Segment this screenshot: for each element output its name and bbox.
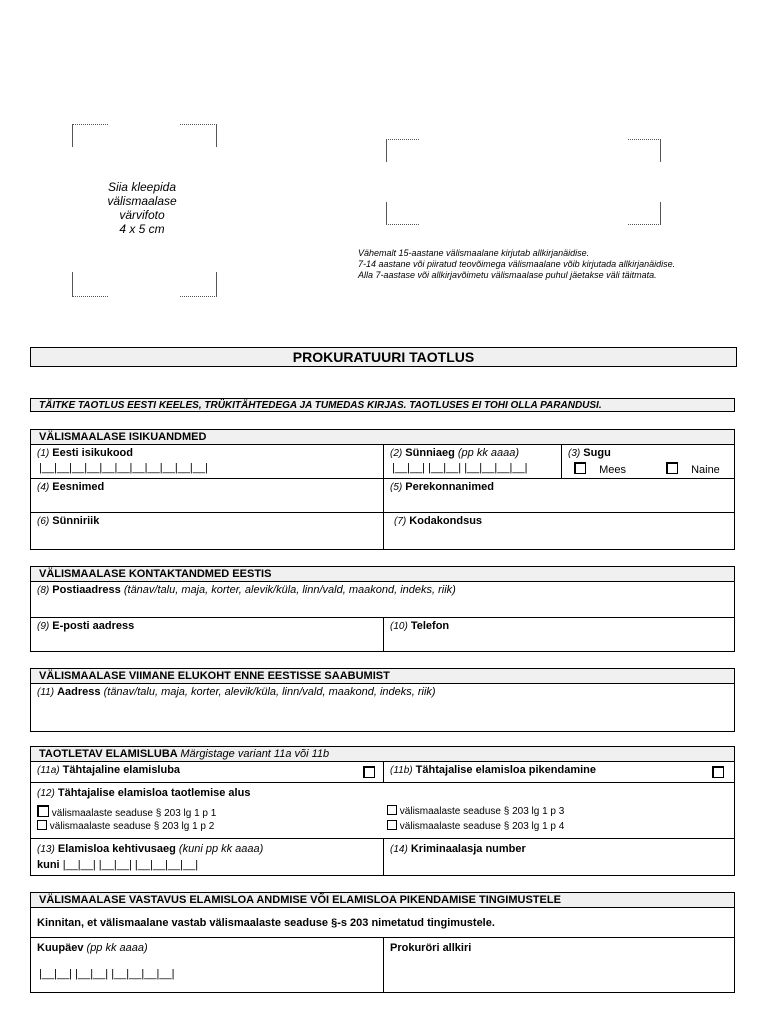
photo-corner-top-right [180,124,217,147]
field-number: (12) [37,788,55,799]
section-header: VÄLISMAALASE VIIMANE ELUKOHT ENNE EESTISSE SAABUMIST [31,669,734,684]
last-address-field[interactable] [31,684,734,731]
gender-male-option[interactable] [574,462,626,476]
photo-line: värvifoto [119,208,165,222]
field-number: (13) [37,844,55,855]
basis-option-1[interactable] [37,805,216,819]
gender-field [561,445,734,478]
photo-corner-bottom-right [180,272,217,297]
basis-option-label: välismaalaste seaduse § 203 lg 1 p 3 [399,806,565,817]
row-permit-basis [31,783,734,839]
compliance-date-boxes: |__|__| |__|__| |__|__|__|__| [39,968,175,980]
field-number: (7) [394,516,407,527]
section-header: VÄLISMAALASE VASTAVUS ELAMISLOA ANDMISE VÕI ELAMISLOA PIKENDAMISE TINGIMUSTELE [31,893,734,908]
field-label: Tähtajaline elamisluba [62,764,181,776]
female-label: Naine [691,464,720,476]
signature-corner-bottom-right [628,202,661,225]
field-hint: (tänav/talu, maja, korter, alevik/küla, linn/vald, maakond, indeks, riik) [123,584,456,596]
criminal-case-field[interactable] [383,839,734,875]
compliance-statement: Kinnitan, et välismaalane vastab välismaalaste seaduse §-s 203 nimetatud tingimustele. [37,917,495,929]
birth-date-boxes: |__|__| |__|__| |__|__|__|__| [392,462,528,474]
field-label: Aadress [57,686,101,698]
field-hint: (pp kk aaaa) [457,447,520,459]
form-instruction: TÄITKE TAOTLUS EESTI KEELES, TRÜKITÄHTEDEGA JA TUMEDAS KIRJAS. TAOTLUSES EI TOHI OLLA PARANDUSI. [30,398,735,412]
birth-country-field[interactable] [31,513,383,549]
field-label: Tähtajalise elamisloa taotlemise alus [57,787,251,799]
photo-line: Siia kleepida [107,180,177,194]
last-residence-section [30,668,735,732]
permit-section [30,746,735,876]
personal-data-section [30,429,735,550]
row-names [31,479,734,513]
row-date-signature [31,938,734,992]
basis-4-checkbox[interactable] [387,820,397,830]
gender-female-option[interactable] [666,462,720,476]
signature-note [358,248,738,281]
field-number: (11a) [37,765,60,776]
field-label: Sugu [583,447,611,459]
basis-option-label: välismaalaste seaduse § 203 lg 1 p 1 [51,808,217,819]
field-label: Tähtajalise elamisloa pikendamine [415,764,597,776]
compliance-date-field[interactable] [31,938,383,992]
section-header: VÄLISMAALASE KONTAKTANDMED EESTIS [31,567,734,582]
row-postal-address [31,582,734,618]
email-field[interactable] [31,618,383,651]
signature-corner-bottom-left [386,202,419,225]
phone-field[interactable] [383,618,734,651]
row-last-address [31,684,734,731]
field-label: Kriminaalasja number [410,843,526,855]
field-label: Sünniriik [52,515,100,527]
photo-corner-top-left [72,124,108,147]
personal-code-boxes: |__|__|__|__|__|__|__|__|__|__|__| [39,462,208,474]
field-number: (11) [37,687,55,698]
field-label: Postiaadress [52,584,121,596]
validity-date-boxes: |__|__| |__|__| |__|__|__|__| [62,859,199,871]
field-label: Elamisloa kehtivusaeg [57,843,176,855]
signature-note-line: 7-14 aastane või piiratud teovõimega välismaalane võib kirjutada allkirjanäidise. [358,259,676,269]
birth-date-field[interactable] [383,445,561,478]
basis-1-checkbox[interactable] [37,805,49,817]
field-label: Kuupäev [37,942,84,954]
field-label: Kodakondsus [409,515,483,527]
citizenship-field[interactable] [383,513,734,549]
row-country-citizenship [31,513,734,549]
permit-extension-option[interactable] [383,762,734,782]
section-header [31,747,734,762]
field-number: (5) [390,482,403,493]
field-number: (6) [37,516,50,527]
field-number: (1) [37,448,50,459]
field-label: Eesnimed [52,481,105,493]
basis-3-checkbox[interactable] [387,805,397,815]
compliance-section [30,892,735,993]
field-number: (11b) [390,765,413,776]
row-validity-case [31,839,734,875]
field-number: (8) [37,585,50,596]
section-header: VÄLISMAALASE ISIKUANDMED [31,430,734,445]
female-checkbox[interactable] [666,462,678,474]
male-label: Mees [599,464,626,476]
prosecutor-signature-field[interactable] [383,938,734,992]
field-number: (14) [390,844,408,855]
field-number: (9) [37,621,50,632]
temporary-permit-checkbox[interactable] [363,766,375,778]
permit-header-title: TAOTLETAV ELAMISLUBA [39,748,178,760]
field-hint: (pp kk aaaa) [86,942,148,954]
field-label: Eesti isikukood [52,447,133,459]
field-hint: (kuni pp kk aaaa) [178,843,264,855]
personal-code-field[interactable] [31,445,383,478]
signature-note-line: Alla 7-aastase või allkirjavõimetu välismaalase puhul jäetakse väli täitmata. [358,270,657,280]
row-id-birth-gender [31,445,734,479]
field-number: (2) [390,448,403,459]
photo-line: välismaalase [107,194,177,208]
signature-note-line: Vähemalt 15-aastane välismaalane kirjutab allkirjanäidise. [358,248,590,258]
photo-instructions [72,180,212,236]
until-label: kuni [37,859,60,871]
field-label: Sünniaeg [405,447,455,459]
contact-section [30,566,735,652]
field-label: Prokuröri allkiri [390,942,472,954]
permit-extension-checkbox[interactable] [712,766,724,778]
form-title: PROKURATUURI TAOTLUS [30,347,737,367]
basis-option-4[interactable] [387,820,564,832]
photo-corner-bottom-left [72,272,108,297]
photo-line: 4 x 5 cm [119,222,165,236]
row-statement [31,908,734,938]
field-label: Telefon [410,620,450,632]
permit-header-hint: Märgistage variant 11a või 11b [180,748,330,760]
postal-address-field[interactable] [31,582,734,617]
field-hint: (tänav/talu, maja, korter, alevik/küla, linn/vald, maakond, indeks, riik) [103,686,436,698]
male-checkbox[interactable] [574,462,586,474]
permit-validity-field[interactable] [31,839,383,875]
basis-option-2[interactable] [37,820,214,832]
signature-corner-top-right [628,139,661,162]
surnames-field[interactable] [383,479,734,512]
basis-2-checkbox[interactable] [37,820,47,830]
validity-date-line [37,859,198,871]
row-email-phone [31,618,734,651]
first-names-field[interactable] [31,479,383,512]
temporary-permit-option[interactable] [31,762,383,782]
basis-option-3[interactable] [387,805,564,817]
field-label: E-posti aadress [52,620,135,632]
basis-option-label: välismaalaste seaduse § 203 lg 1 p 4 [399,821,565,832]
field-label: Perekonnanimed [405,481,494,493]
row-permit-type [31,762,734,783]
signature-corner-top-left [386,139,419,162]
field-number: (3) [568,448,581,459]
field-number: (10) [390,621,408,632]
basis-option-label: välismaalaste seaduse § 203 lg 1 p 2 [49,821,215,832]
field-number: (4) [37,482,50,493]
permit-basis-field [31,783,734,838]
